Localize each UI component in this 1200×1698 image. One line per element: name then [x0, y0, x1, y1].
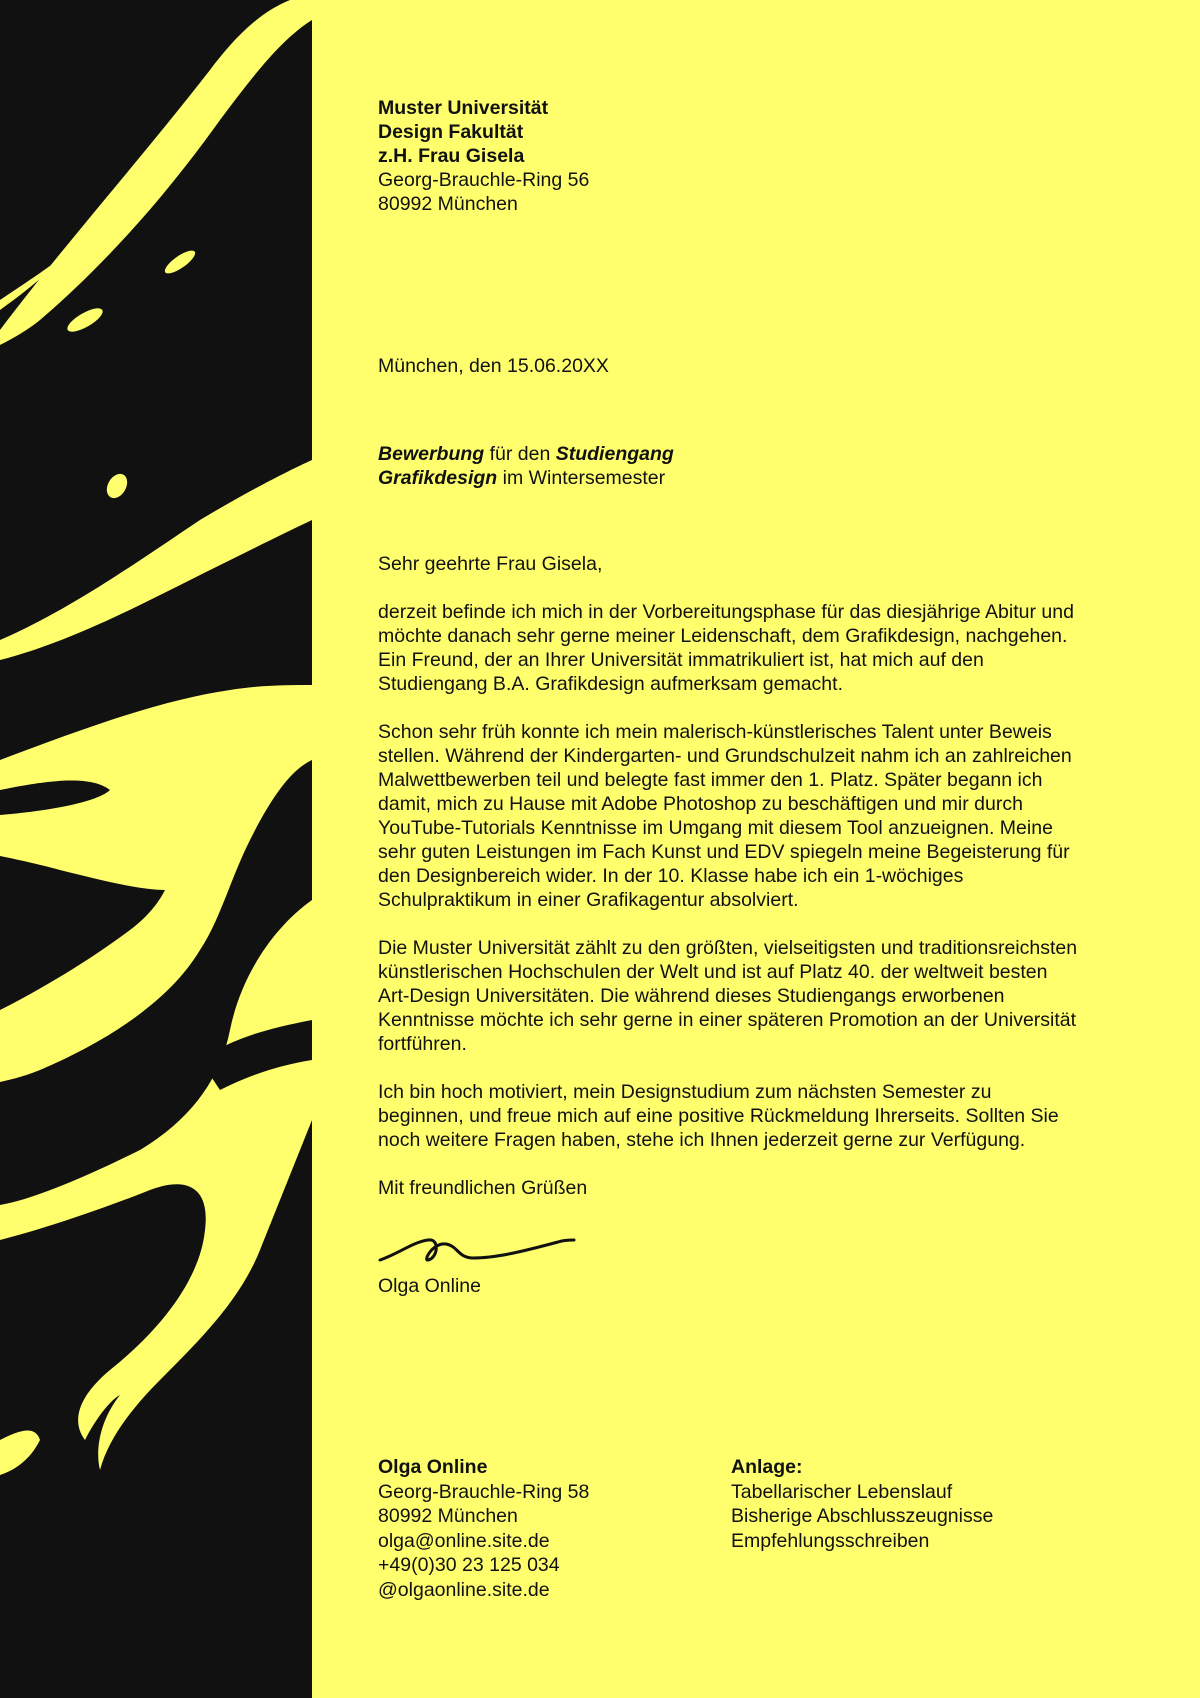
- handwritten-signature: [378, 1228, 578, 1268]
- closing: Mit freundlichen Grüßen: [378, 1177, 588, 1199]
- recipient-street: Georg-Brauchle-Ring 56: [378, 169, 590, 191]
- salutation: Sehr geehrte Frau Gisela,: [378, 553, 603, 575]
- letter-date: München, den 15.06.20XX: [378, 355, 609, 377]
- sender-city: 80992 München: [378, 1505, 518, 1527]
- letter-body: [378, 96, 1078, 1298]
- abstract-splash-artwork: [0, 0, 312, 1698]
- subject-word-bewerbung: Bewerbung: [378, 443, 485, 465]
- recipient-contact: z.H. Frau Gisela: [378, 145, 525, 167]
- subject-text-2: im Wintersemester: [497, 467, 666, 489]
- sender-phone: +49(0)30 23 125 034: [378, 1554, 560, 1576]
- attachments-block: [731, 1455, 1091, 1602]
- sender-website: @olgaonline.site.de: [378, 1578, 550, 1601]
- attachments-heading: Anlage:: [731, 1456, 803, 1478]
- paragraph-4: Ich bin hoch motiviert, mein Designstudium zum nächsten Semester zu beginnen, und freue mich auf eine positive Rückmeldung Ihrerseits. Sollten Sie noch weitere Fragen haben, stehe ich Ihnen jederzeit gerne zur Verfügung.: [378, 1081, 1059, 1151]
- paragraph-1: derzeit befinde ich mich in der Vorbereitungsphase für das diesjährige Abitur und möchte danach sehr gerne meiner Leidenschaft, dem Grafikdesign, nachgehen. Ein Freund, der an Ihrer Universität immatrikuliert ist, hat mich auf den Studiengang B.A. Grafikdesign aufmerksam gemacht.: [378, 601, 1074, 695]
- sender-street: Georg-Brauchle-Ring 58: [378, 1480, 590, 1503]
- paragraph-3: Die Muster Universität zählt zu den größten, vielseitigsten und traditionsreichsten künstlerischen Hochschulen der Welt und ist auf Platz 40. der weltweit besten Art-Design Universitäten. Die während dieses Studiengangs erworbenen Kenntnisse möchte ich sehr gerne in einer späteren Promotion an der Universität fortführen.: [378, 937, 1078, 1055]
- sender-contact-block: [378, 1455, 731, 1602]
- attachment-item: Bisherige Abschlusszeugnisse: [731, 1505, 994, 1527]
- subject-text-1: für den: [484, 443, 556, 465]
- letter-subject: [378, 442, 1078, 490]
- footer: [378, 1455, 1098, 1602]
- attachment-item: Empfehlungsschreiben: [731, 1529, 930, 1552]
- sender-name: Olga Online: [378, 1456, 488, 1478]
- paragraph-2: Schon sehr früh konnte ich mein malerisch-künstlerisches Talent unter Beweis stellen. Während der Kindergarten- und Grundschulzeit nahm ich an zahlreichen Malwettbewerben teil und belegte fast immer den 1. Platz. Später begann ich damit, mich zu Hause mit Adobe Photoshop zu beschäftigen und mir durch YouTube-Tutorials Kenntnisse im Umgang mit diesem Tool anzueignen. Meine sehr guten Leistungen im Fach Kunst und EDV spiegeln meine Begeisterung für den Designbereich wider. In der 10. Klasse habe ich ein 1-wöchiges Schulpraktikum in einer Grafikagentur absolviert.: [378, 721, 1072, 911]
- recipient-address: [378, 96, 1078, 216]
- subject-word-grafikdesign: Grafikdesign: [378, 467, 498, 489]
- recipient-faculty: Design Fakultät: [378, 121, 524, 143]
- sender-email: olga@online.site.de: [378, 1529, 550, 1552]
- recipient-university: Muster Universität: [378, 97, 549, 119]
- recipient-city: 80992 München: [378, 193, 518, 215]
- attachment-item: Tabellarischer Lebenslauf: [731, 1480, 953, 1503]
- subject-word-studiengang: Studiengang: [555, 443, 674, 465]
- signer-name: Olga Online: [378, 1275, 481, 1297]
